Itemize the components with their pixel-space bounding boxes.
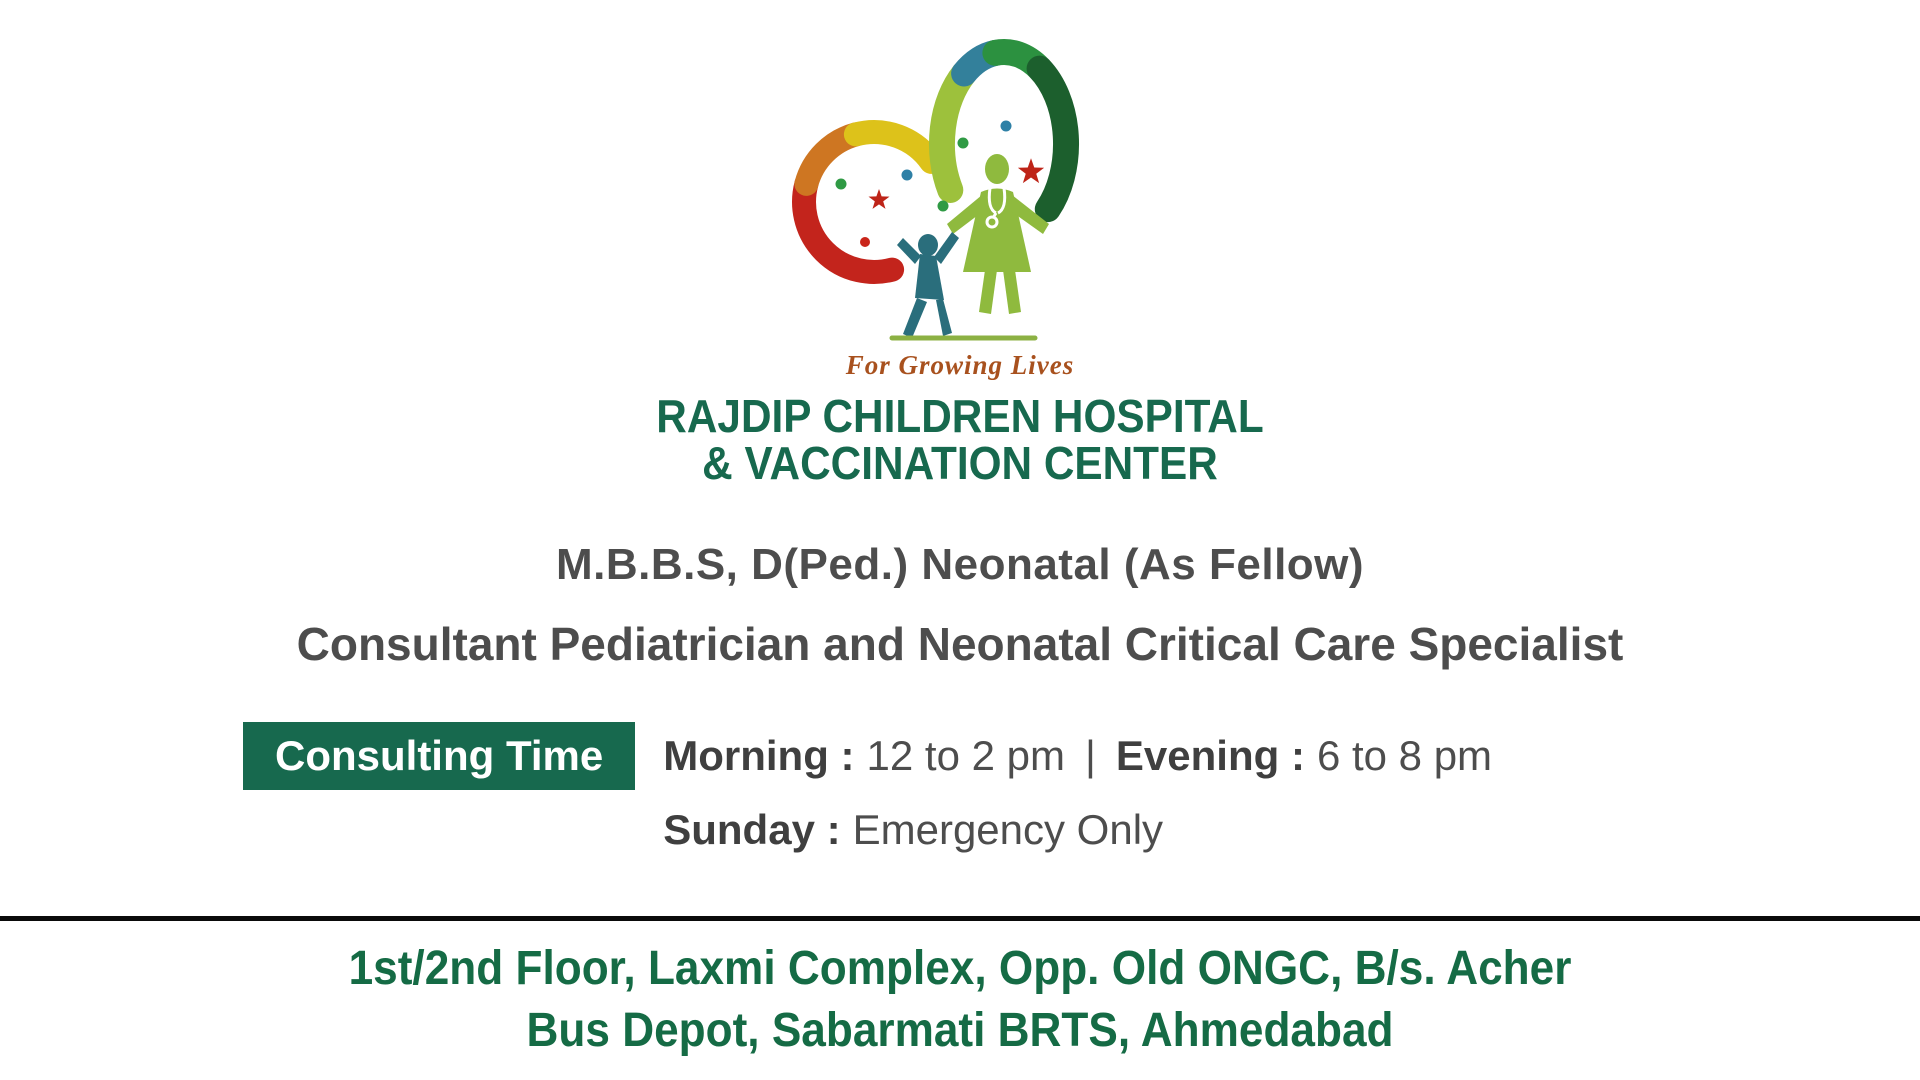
times-separator: |	[1084, 732, 1096, 779]
sunday-times	[663, 804, 1492, 856]
divider-line	[0, 916, 1920, 921]
doctor-qualifications: M.B.B.S, D(Ped.) Neonatal (As Fellow)	[555, 540, 1365, 589]
child-figure	[897, 232, 959, 338]
consulting-time-section	[243, 722, 1492, 856]
doctor-designation: Consultant Pediatrician and Neonatal Critical Care Specialist	[296, 618, 1624, 670]
weekday-times	[663, 722, 1492, 790]
sunday-value: Emergency Only	[852, 806, 1164, 853]
hospital-name-line1: RAJDIP CHILDREN HOSPITAL	[656, 390, 1264, 442]
sunday-label: Sunday :	[663, 806, 841, 853]
evening-label: Evening :	[1115, 732, 1305, 779]
hospital-name-line2: & VACCINATION CENTER	[702, 437, 1218, 489]
evening-value: 6 to 8 pm	[1316, 732, 1493, 779]
hospital-address	[77, 938, 1843, 1062]
consulting-times	[663, 722, 1492, 856]
morning-label: Morning :	[663, 732, 855, 779]
address-line1: 1st/2nd Floor, Laxmi Complex, Opp. Old ONGC, B/s. Acher	[348, 942, 1572, 995]
consulting-time-badge: Consulting Time	[243, 722, 635, 790]
doctor-credentials	[0, 540, 1920, 671]
hospital-name	[77, 390, 1843, 489]
morning-value: 12 to 2 pm	[866, 732, 1065, 779]
rainbow-heart-logo-icon	[779, 36, 1081, 348]
address-line2: Bus Depot, Sabarmati BRTS, Ahmedabad	[526, 1004, 1394, 1057]
logo-tagline: For Growing Lives	[845, 350, 1075, 380]
hospital-logo	[0, 36, 1920, 381]
